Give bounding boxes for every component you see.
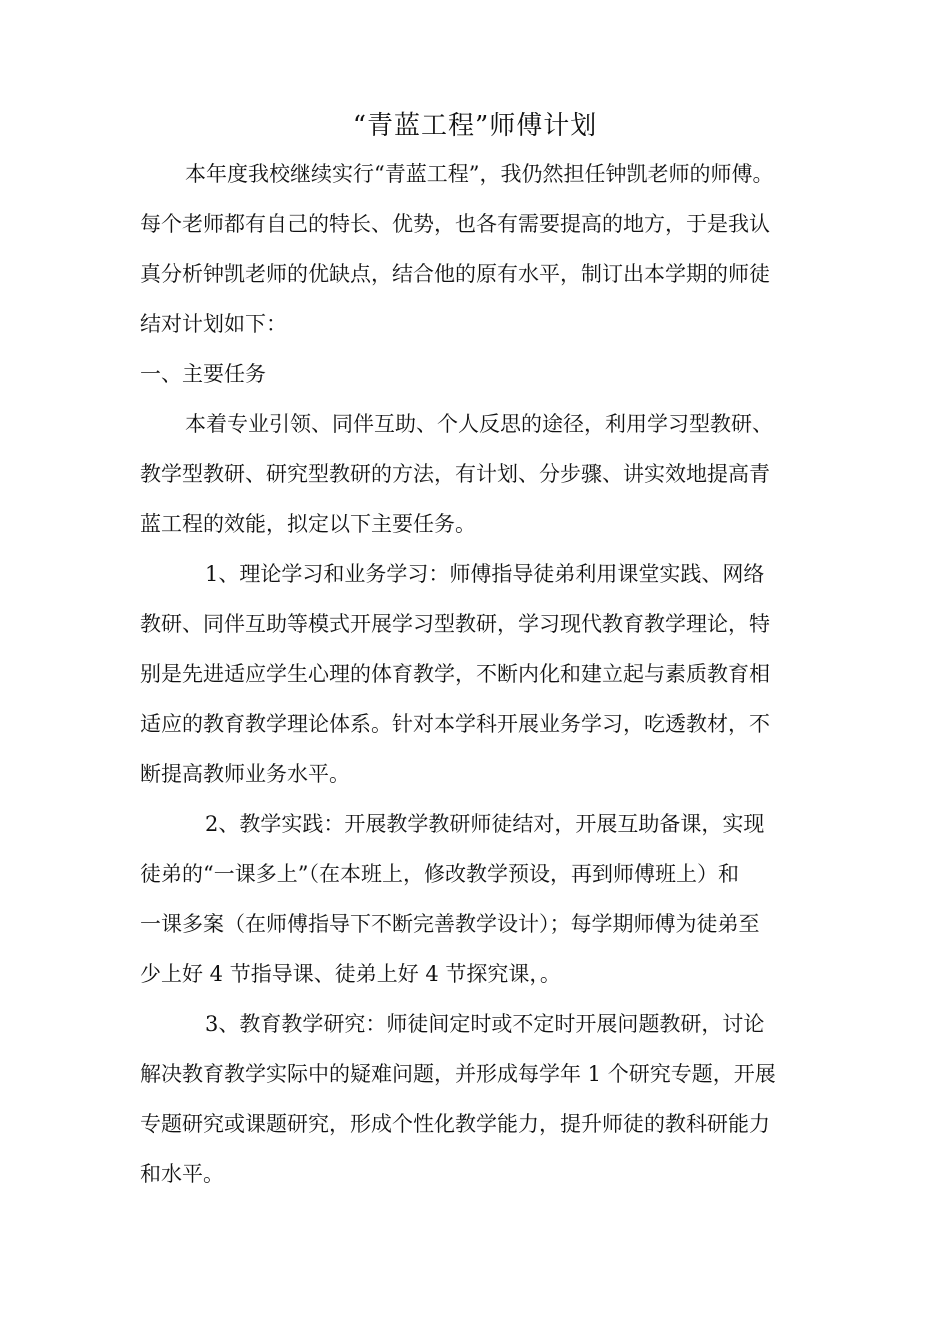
list-item-line: 3、教育教学研究：师徒间定时或不定时开展问题教研，讨论 (205, 1012, 765, 1036)
paragraph-line: 教学型教研、研究型教研的方法，有计划、分步骤、讲实效地提高青 (140, 462, 770, 486)
paragraph-line: 结对计划如下： (140, 312, 287, 336)
paragraph-line: 真分析钟凯老师的优缺点，结合他的原有水平，制订出本学期的师徒 (140, 262, 770, 286)
paragraph-line: 徒弟的“一课多上”（在本班上，修改教学预设，再到师傅班上）和 (140, 862, 739, 886)
paragraph-line: 蓝工程的效能，拟定以下主要任务。 (140, 512, 476, 536)
paragraph-line: 每个老师都有自己的特长、优势，也各有需要提高的地方，于是我认 (140, 212, 770, 236)
document-title: “青蓝工程”师傅计划 (352, 111, 598, 141)
paragraph-line: 别是先进适应学生心理的体育教学，不断内化和建立起与素质教育相 (140, 662, 770, 686)
paragraph-line: 适应的教育教学理论体系。针对本学科开展业务学习，吃透教材，不 (140, 712, 770, 736)
section-heading: 一、主要任务 (140, 362, 266, 386)
paragraph-line: 一课多案（在师傅指导下不断完善教学设计）；每学期师傅为徒弟至 (140, 912, 760, 936)
paragraph-line: 本年度我校继续实行“青蓝工程”，我仍然担任钟凯老师的师傅。 (185, 162, 774, 186)
paragraph-line: 少上好 4 节指导课、徒弟上好 4 节探究课，。 (140, 962, 561, 986)
paragraph-line: 和水平。 (140, 1162, 224, 1186)
paragraph-line: 解决教育教学实际中的疑难问题，并形成每学年 1 个研究专题，开展 (140, 1062, 776, 1086)
paragraph-line: 专题研究或课题研究，形成个性化教学能力，提升师徒的教科研能力 (140, 1112, 770, 1136)
paragraph-line: 教研、同伴互助等模式开展学习型教研，学习现代教育教学理论，特 (140, 612, 770, 636)
paragraph-line: 断提高教师业务水平。 (140, 762, 350, 786)
list-item-line: 2、教学实践：开展教学教研师徒结对，开展互助备课，实现 (205, 812, 765, 836)
paragraph-line: 本着专业引领、同伴互助、个人反思的途径，利用学习型教研、 (185, 412, 773, 436)
list-item-line: 1、理论学习和业务学习：师傅指导徒弟利用课堂实践、网络 (205, 562, 765, 586)
